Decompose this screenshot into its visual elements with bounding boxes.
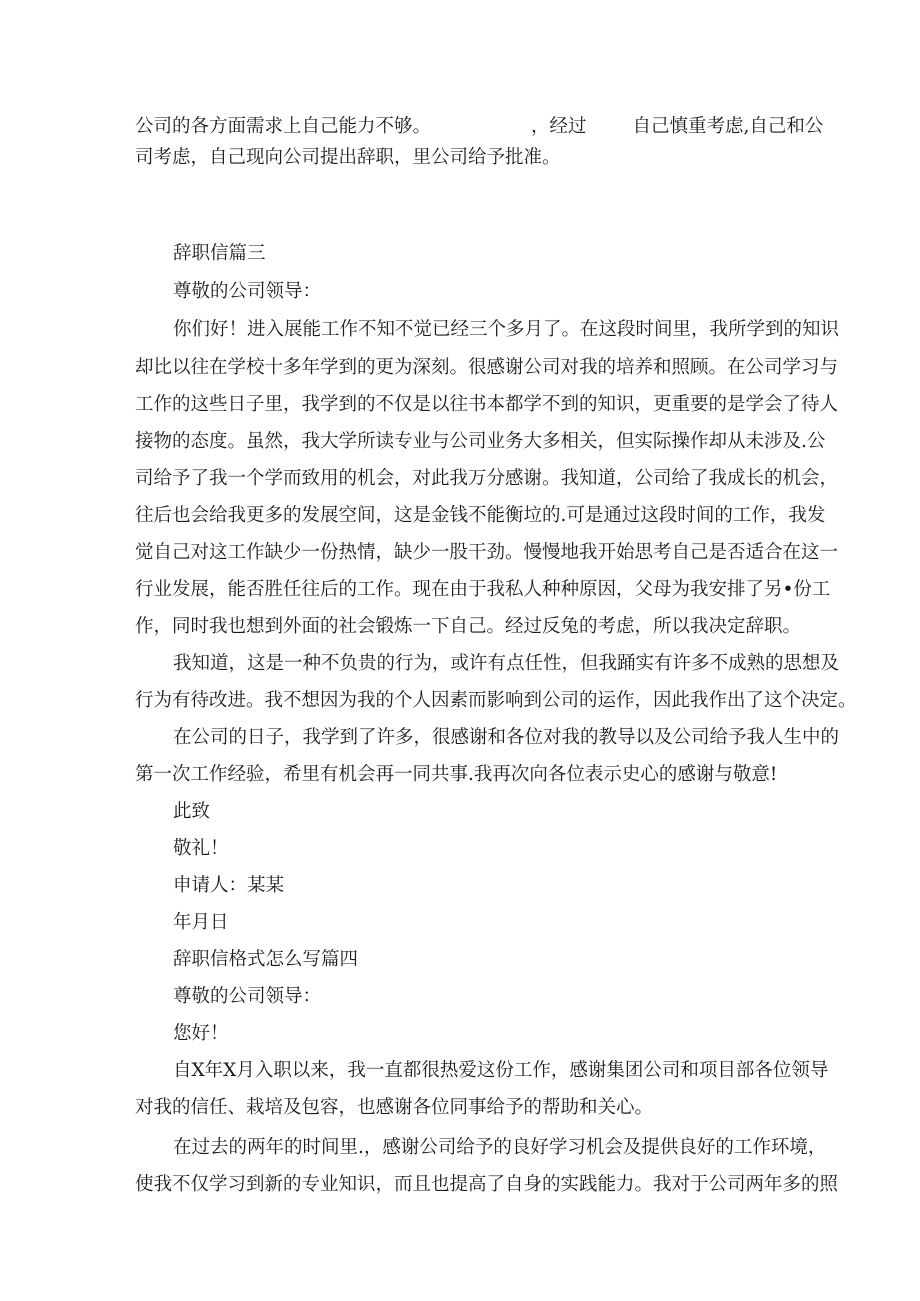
section3-date: 年月日 [173, 912, 229, 933]
section3-para1-line: 作，同时我也想到外面的社会锻炼一下自己。经过反兔的考虑，所以我决定辞职。 [135, 616, 802, 637]
section3-para1-line: 司给予了我一个学而致用的机会，对此我万分感谢。我知道，公司给了我成长的机会， [135, 468, 839, 489]
section3-para1-line: 接物的态度。虽然，我大学所读专业与公司业务大多相关，但实际操作却从未涉及.公 [135, 431, 826, 452]
section3-para3-line: 在公司的日子，我学到了许多，很感谢和各位对我的教导以及公司给予我人生中的 [173, 727, 840, 748]
section3-greeting: 尊敬的公司领导： [173, 281, 322, 302]
section3-para1-line: 工作的这些日子里，我学到的不仅是以往书本都学不到的知识，更重要的是学会了待人 [135, 394, 839, 415]
section4-greeting: 尊敬的公司领导： [173, 986, 322, 1007]
section4-title: 辞职信格式怎么写篇四 [173, 949, 359, 970]
section3-para1-line: 你们好！进入展能工作不知不觉已经三个多月了。在这段时间里，我所学到的知识 [173, 319, 840, 340]
section4-para2-line: 在过去的两年的时间里.，感谢公司给予的良好学习机会及提供良好的工作环境， [173, 1137, 827, 1158]
top-line1-part3: 自己慎重考虑,自己和公 [632, 116, 824, 137]
top-line1-part1: 公司的各方面需求上自己能力不够。 [135, 116, 432, 137]
top-line1-part2: ，经过 [531, 116, 587, 137]
section4-para2-line: 使我不仅学习到新的专业知识，而且也提高了自身的实践能力。我对于公司两年多的照 [135, 1174, 839, 1195]
section3-para1-line: 行业发展，能否胜任往后的工作。现在由于我私人种种原因，父母为我安排了另•份工 [135, 579, 831, 600]
section4-para1-line: 对我的信任、栽培及包容，也感谢各位同事给予的帮助和关心。 [135, 1097, 654, 1118]
section3-closing-1: 此致 [173, 801, 211, 822]
top-paragraph-line-2: 司考虑，自己现向公司提出辞职，里公司给予批准。 [135, 147, 561, 168]
section4-hello: 您好！ [173, 1023, 229, 1044]
top-paragraph-line-1 [135, 115, 823, 139]
section3-title: 辞职信篇三 [173, 243, 266, 264]
section3-applicant: 申请人：某某 [173, 875, 285, 896]
section4-para1-line: 自X年X月入职以来，我一直都很热爱这份工作，感谢集团公司和项目部各位领导 [173, 1060, 829, 1081]
section3-para3-line: 第一次工作经验，希里有机会再一同共事.我再次向各位表示史心的感谢与敬意! [135, 764, 778, 785]
section3-para1-line: 往后也会给我更多的发展空间，这是金钱不能衡垃的.可是通过这段时间的工作，我发 [135, 505, 826, 526]
section3-para1-line: 却比以往在学校十多年学到的更为深刻。很感谢公司对我的培养和照顾。在公司学习与 [135, 357, 839, 378]
section3-para1-line: 觉自己对这工作缺少一份热情，缺少一股干劲。慢慢地我开始思考自己是否适合在这一 [135, 542, 839, 563]
section3-closing-2: 敬礼！ [173, 838, 229, 859]
section3-para2-line: 行为有待改进。我不想因为我的个人因素而影响到公司的运作，因此我作出了这个决定。 [135, 690, 857, 711]
section3-para2-line: 我知道，这是一种不负贵的行为，或许有点任性，但我踊实有许多不成熟的思想及 [173, 653, 840, 674]
